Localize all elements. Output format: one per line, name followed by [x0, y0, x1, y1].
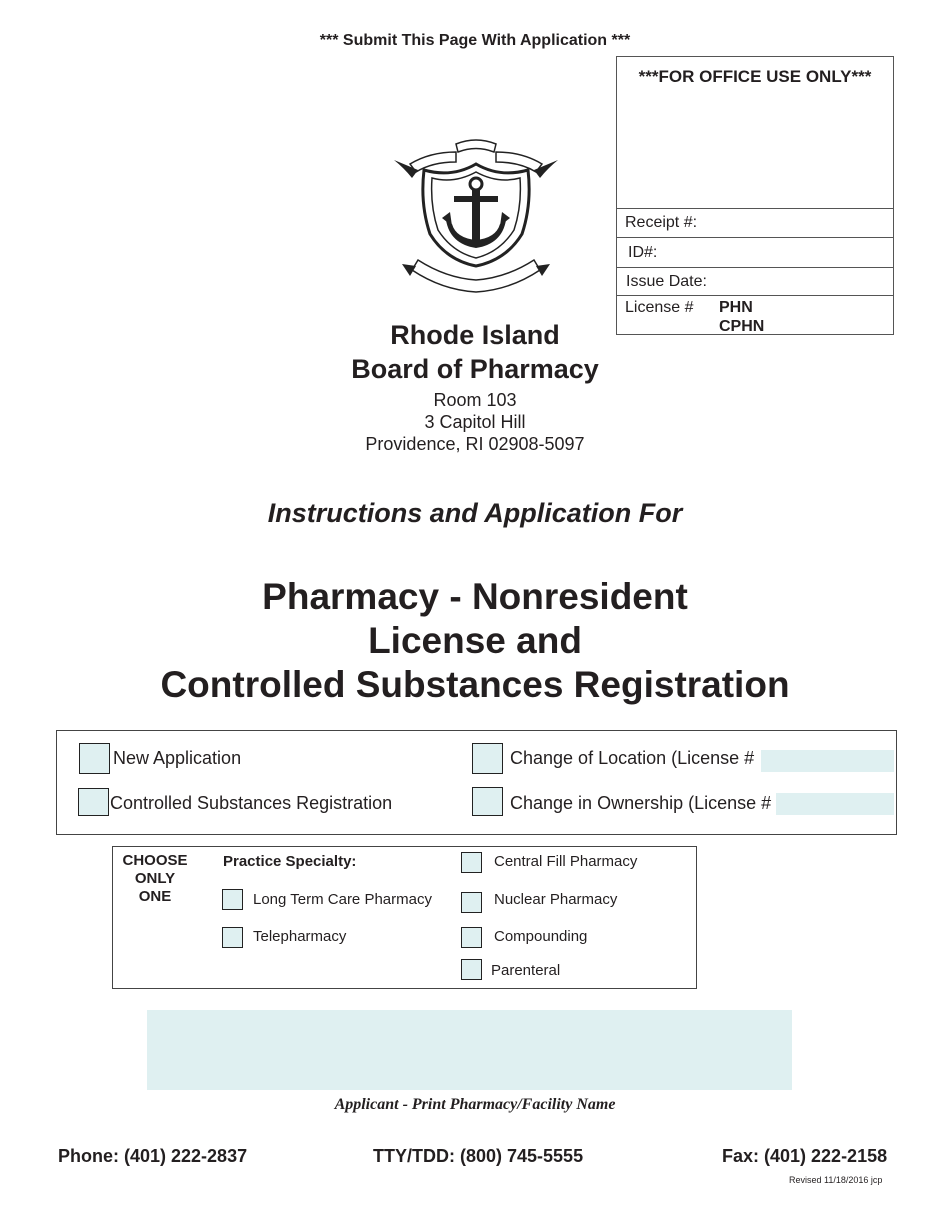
telepharmacy-label: Telepharmacy	[253, 928, 347, 945]
central-fill-label: Central Fill Pharmacy	[494, 853, 638, 870]
office-use-box	[616, 56, 894, 335]
license-prefix-cphn: CPHN	[719, 318, 765, 335]
office-use-title: ***FOR OFFICE USE ONLY***	[638, 67, 872, 86]
rhode-island-seal-logo	[390, 134, 562, 294]
choose-text-3: ONE	[138, 888, 172, 905]
nuclear-checkbox[interactable]	[461, 892, 482, 913]
nuclear-label: Nuclear Pharmacy	[494, 891, 618, 908]
footer-phone: Phone: (401) 222-2837	[58, 1146, 248, 1166]
long-term-care-checkbox[interactable]	[222, 889, 243, 910]
form-title-line2: License and	[368, 620, 582, 661]
telepharmacy-checkbox[interactable]	[222, 927, 243, 948]
board-street: 3 Capitol Hill	[424, 412, 526, 432]
footer-tty: TTY/TDD: (800) 745-5555	[373, 1146, 584, 1166]
footer-fax: Fax: (401) 222-2158	[722, 1146, 888, 1166]
form-title-line3: Controlled Substances Registration	[160, 664, 790, 705]
board-room: Room 103	[433, 390, 517, 410]
choose-text-2: ONLY	[134, 870, 176, 887]
instructions-heading: Instructions and Application For	[267, 498, 683, 528]
license-label: License #	[625, 299, 694, 316]
change-location-checkbox[interactable]	[472, 743, 503, 774]
id-label: ID#:	[628, 244, 658, 261]
issue-date-row	[617, 267, 893, 296]
change-location-label: Change of Location (License #	[510, 748, 755, 768]
application-type-box	[56, 730, 897, 835]
board-city: Providence, RI 02908-5097	[365, 434, 585, 454]
id-row	[617, 237, 893, 267]
receipt-label: Receipt #:	[625, 214, 698, 231]
choose-only-one	[117, 852, 193, 906]
controlled-substances-label: Controlled Substances Registration	[110, 793, 393, 813]
compounding-label: Compounding	[494, 928, 588, 945]
change-ownership-label: Change in Ownership (License #	[510, 793, 772, 813]
board-name-line1: Rhode Island	[390, 320, 560, 350]
board-name-line2: Board of Pharmacy	[351, 354, 599, 384]
form-title-line1: Pharmacy - Nonresident	[262, 576, 688, 617]
license-prefix-phn: PHN	[719, 299, 753, 316]
revised-note: Revised 11/18/2016 jcp	[789, 1175, 883, 1185]
parenteral-label: Parenteral	[491, 962, 561, 979]
practice-specialty-box	[112, 846, 697, 989]
change-ownership-license-input[interactable]	[776, 793, 894, 815]
controlled-substances-checkbox[interactable]	[78, 788, 109, 816]
applicant-caption: Applicant - Print Pharmacy/Facility Name	[334, 1096, 616, 1113]
issue-date-label: Issue Date:	[626, 273, 707, 290]
submit-note: *** Submit This Page With Application ***	[319, 32, 631, 49]
new-application-label: New Application	[113, 748, 242, 768]
change-ownership-checkbox[interactable]	[472, 787, 503, 816]
practice-specialty-heading: Practice Specialty:	[223, 853, 357, 870]
choose-text-1: CHOOSE	[122, 852, 188, 869]
compounding-checkbox[interactable]	[461, 927, 482, 948]
parenteral-checkbox[interactable]	[461, 959, 482, 980]
central-fill-checkbox[interactable]	[461, 852, 482, 873]
new-application-checkbox[interactable]	[79, 743, 110, 774]
pharmacy-facility-name-input[interactable]	[147, 1010, 792, 1090]
long-term-care-label: Long Term Care Pharmacy	[253, 891, 432, 908]
receipt-row	[617, 208, 893, 237]
change-location-license-input[interactable]	[761, 750, 894, 772]
